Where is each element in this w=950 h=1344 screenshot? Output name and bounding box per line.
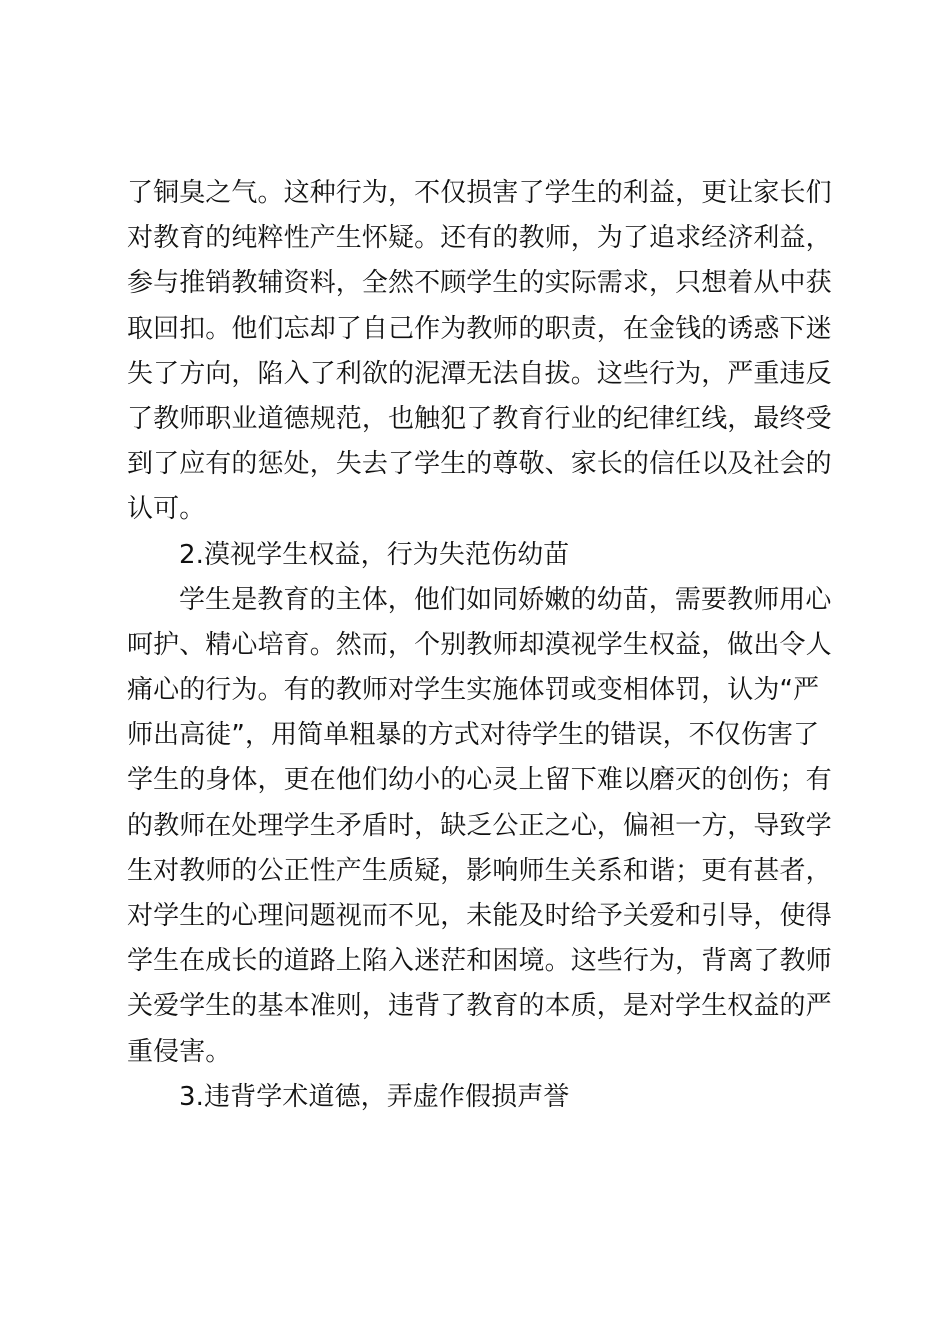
text-line: 的教师在处理学生矛盾时，缺乏公正之心，偏袒一方，导致学 [127, 810, 832, 841]
text-line: 参与推销教辅资料，全然不顾学生的实际需求，只想着从中获 [127, 268, 832, 299]
text-line: 对学生的心理问题视而不见，未能及时给予关爱和引导，使得 [127, 901, 832, 931]
body-text [127, 171, 842, 1120]
text-line: 学生在成长的道路上陷入迷茫和困境。这些行为，背离了教师 [127, 946, 832, 977]
text-line: 失了方向，陷入了利欲的泥潭无法自拔。这些行为，严重违反 [127, 358, 832, 389]
text-line: 生对教师的公正性产生质疑，影响师生关系和谐；更有甚者， [127, 855, 832, 886]
text-line: 取回扣。他们忘却了自己作为教师的职责，在金钱的诱惑下迷 [127, 313, 832, 344]
text-line: 重侵害。 [127, 1036, 232, 1067]
text-line: 认可。 [127, 494, 206, 525]
text-line: 学生的身体，更在他们幼小的心灵上留下难以磨灭的创伤；有 [127, 765, 832, 796]
section-heading: 2.漠视学生权益，行为失范伤幼苗 [179, 539, 570, 570]
section-heading: 3.违背学术道德，弄虚作假损声誉 [179, 1081, 570, 1112]
text-line: 了教师职业道德规范，也触犯了教育行业的纪律红线，最终受 [127, 403, 832, 434]
text-line: 学生是教育的主体，他们如同娇嫩的幼苗，需要教师用心 [179, 584, 832, 615]
text-line: 痛心的行为。有的教师对学生实施体罚或变相体罚，认为“严 [127, 675, 820, 706]
text-line: 师出高徒”，用简单粗暴的方式对待学生的错误，不仅伤害了 [127, 720, 820, 751]
text-line: 对教育的纯粹性产生怀疑。还有的教师，为了追求经济利益， [127, 223, 832, 254]
text-line: 关爱学生的基本准则，违背了教育的本质，是对学生权益的严 [127, 991, 832, 1022]
text-line: 了铜臭之气。这种行为，不仅损害了学生的利益，更让家长们 [127, 178, 832, 208]
text-line: 呵护、精心培育。然而，个别教师却漠视学生权益，做出令人 [127, 629, 832, 660]
text-line: 到了应有的惩处，失去了学生的尊敬、家长的信任以及社会的 [127, 449, 832, 480]
